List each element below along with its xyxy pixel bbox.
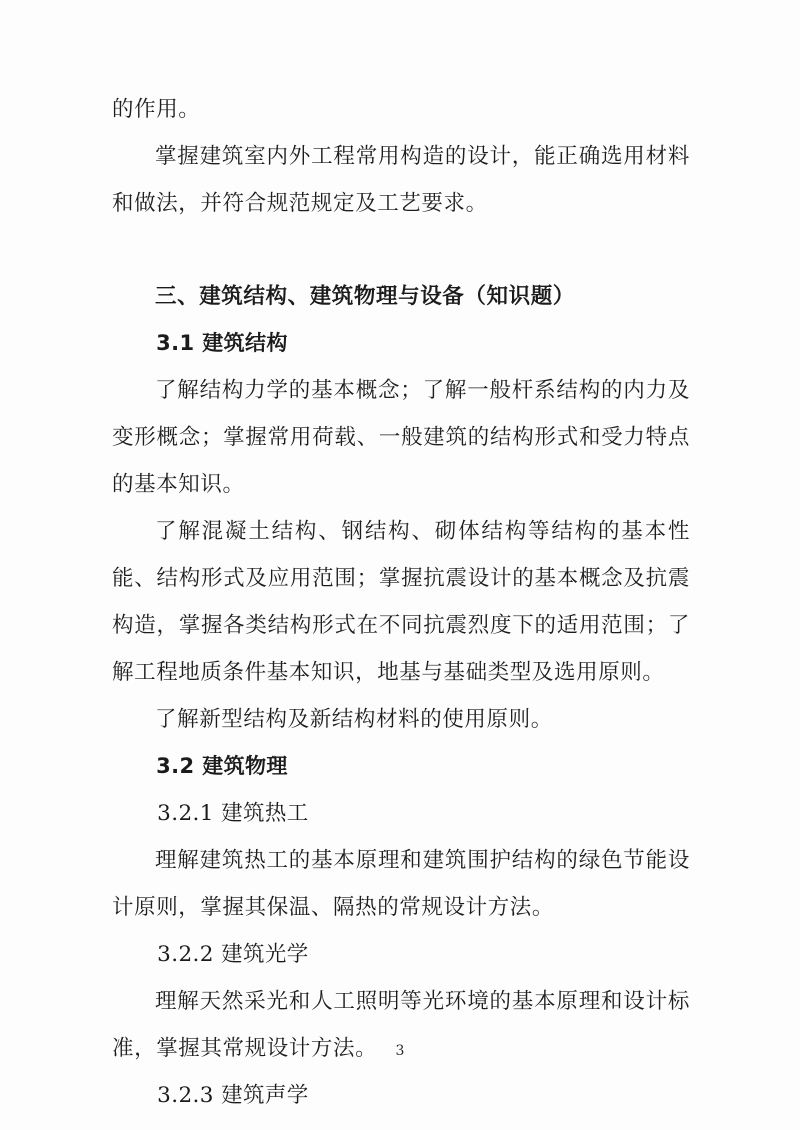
section-heading-three: 三、建筑结构、建筑物理与设备（知识题） [155,284,575,309]
subsection-heading-3-2: 3.2 建筑物理 [156,754,288,778]
paragraph-building-thermal: 理解建筑热工的基本原理和建筑围护结构的绿色节能设计原则，掌握其保温、隔热的常规设计方法。 [112,848,690,920]
paragraph-construction-design: 掌握建筑室内外工程常用构造的设计，能正确选用材料和做法，并符合规范规定及工艺要求。 [112,144,690,216]
subsection-heading-3-2-2: 3.2.2 建筑光学 [157,942,309,967]
subsection-heading-3-1: 3.1 建筑结构 [156,331,288,355]
paragraph-building-optics: 理解天然采光和人工照明等光环境的基本原理和设计标准，掌握其常规设计方法。 [112,989,690,1061]
page-body [112,86,690,1119]
paragraph-new-structures: 了解新型结构及新结构材料的使用原则。 [155,707,553,732]
paragraph-structural-mechanics: 了解结构力学的基本概念；了解一般杆系结构的内力及变形概念；掌握常用荷载、一般建筑的结构形式和受力特点的基本知识。 [112,378,690,497]
subsection-heading-3-2-3: 3.2.3 建筑声学 [157,1083,309,1108]
paragraph-continuation: 的作用。 [112,97,201,122]
subsection-heading-3-2-1: 3.2.1 建筑热工 [157,801,309,826]
page-number: 3 [395,1043,405,1059]
section-spacer [112,227,690,273]
paragraph-concrete-steel-masonry: 了解混凝土结构、钢结构、砌体结构等结构的基本性能、结构形式及应用范围；掌握抗震设计的基本概念及抗震构造，掌握各类结构形式在不同抗震烈度下的适用范围；了解工程地质条件基本知识，地基与基础类型及选用原则。 [112,519,690,685]
